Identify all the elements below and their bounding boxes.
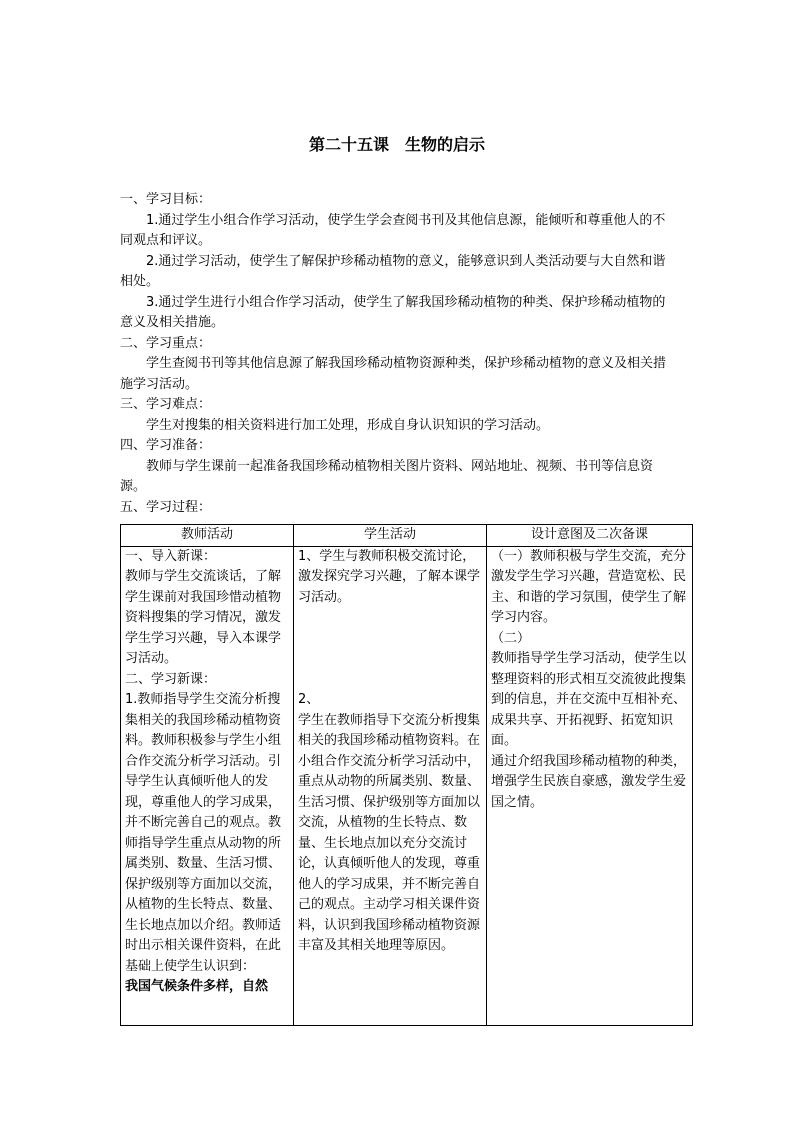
key-heading: 二、学习重点： xyxy=(120,335,212,351)
goal-item: 3.通过学生进行小组合作学习活动，使学生了解我国珍稀动植物的种类、保护珍稀动植物的意义及相关措施。 xyxy=(120,294,666,330)
difficulty-text: 学生对搜集的相关资料进行加工处理，形成自身认识知识的学习活动。 xyxy=(146,417,550,433)
header-student: 学生活动 xyxy=(294,525,487,547)
student-intro-text: 1、学生与教师积极交流讨论，激发探究学习兴趣，了解本课学习活动。 xyxy=(298,548,481,605)
teacher-intro-text: 教师与学生交流谈话，了解学生课前对我国珍惜动植物资料搜集的学习情况，激发学生学习兴趣，导入本课学习活动。 xyxy=(125,569,282,666)
header-design: 设计意图及二次备课 xyxy=(487,525,693,547)
design-new-text: 教师指导学生学习活动，使学生以整理资料的形式相互交流彼此搜集到的信息，并在交流中互相补充、成果共享、开拓视野、拓宽知识面。 xyxy=(491,651,687,748)
design-new-title: （二） xyxy=(491,630,531,646)
teacher-new-text: 1.教师指导学生交流分析搜集相关的我国珍稀动植物资料。教师积极参与学生小组合作交流分析学习活动。引导学生认真倾听他人的发现，尊重他人的学习成果，并不断完善自己的观点。教师指导学生重点从动物的所属类别、数量、生活习惯、保护级别等方面加以交流，从植物的生长特点、数量、生长地点加以介绍。教师适时出示相关课件资料，在此基础上使学生认识到： xyxy=(125,692,282,974)
student-item-number: 2、 xyxy=(298,692,320,707)
prep-text: 教师与学生课前一起准备我国珍稀动植物相关图片资料、网站地址、视频、书刊等信息资源。 xyxy=(120,458,654,494)
process-table xyxy=(120,524,693,1026)
page-title: 第二十五课 生物的启示 xyxy=(308,135,485,154)
goals-heading: 一、学习目标： xyxy=(120,192,212,207)
prep-heading: 四、学习准备： xyxy=(120,438,212,453)
teacher-cell xyxy=(121,546,294,1025)
table-header-row xyxy=(121,525,693,547)
goal-item: 1.通过学生小组合作学习活动，使学生学会查阅书刊及其他信息源，能倾听和尊重他人的不同观点和评议。 xyxy=(120,212,666,248)
document-body xyxy=(120,190,676,518)
header-teacher: 教师活动 xyxy=(121,525,294,547)
table-row xyxy=(121,546,693,1025)
difficulty-heading: 三、学习难点： xyxy=(120,397,212,412)
key-text: 学生查阅书刊等其他信息源了解我国珍稀动植物资源种类，保护珍稀动植物的意义及相关措施学习活动。 xyxy=(120,356,667,392)
student-new-text: 学生在教师指导下交流分析搜集相关的我国珍稀动植物资料。在小组合作交流分析学习活动中，重点从动物的所属类别、数量、生活习惯、保护级别等方面加以交流，从植物的生长特点、数量、生长地点加以充分交流讨论，认真倾听他人的发现，尊重他人的学习成果，并不断完善自己的观点。主动学习相关课件资料，认识到我国珍稀动植物资源丰富及其相关地理等原因。 xyxy=(298,712,481,953)
design-purpose-text: 通过介绍我国珍稀动植物的种类，增强学生民族自豪感，激发学生爱国之情。 xyxy=(491,753,687,810)
process-heading: 五、学习过程： xyxy=(120,499,212,515)
design-intro-text: （一）教师积极与学生交流，充分激发学生学习兴趣，营造宽松、民主、和谐的学习氛围，使学生了解学习内容。 xyxy=(491,548,687,625)
teacher-bold-text: 我国气候条件多样，自然 xyxy=(125,979,269,994)
design-cell xyxy=(487,546,693,1025)
student-cell xyxy=(294,546,487,1025)
teacher-new-title: 二、学习新课： xyxy=(125,671,217,687)
goal-item: 2.通过学习活动，使学生了解保护珍稀动植物的意义，能够意识到人类活动要与大自然和谐相处。 xyxy=(120,253,666,289)
teacher-intro-title: 一、导入新课： xyxy=(125,548,217,564)
